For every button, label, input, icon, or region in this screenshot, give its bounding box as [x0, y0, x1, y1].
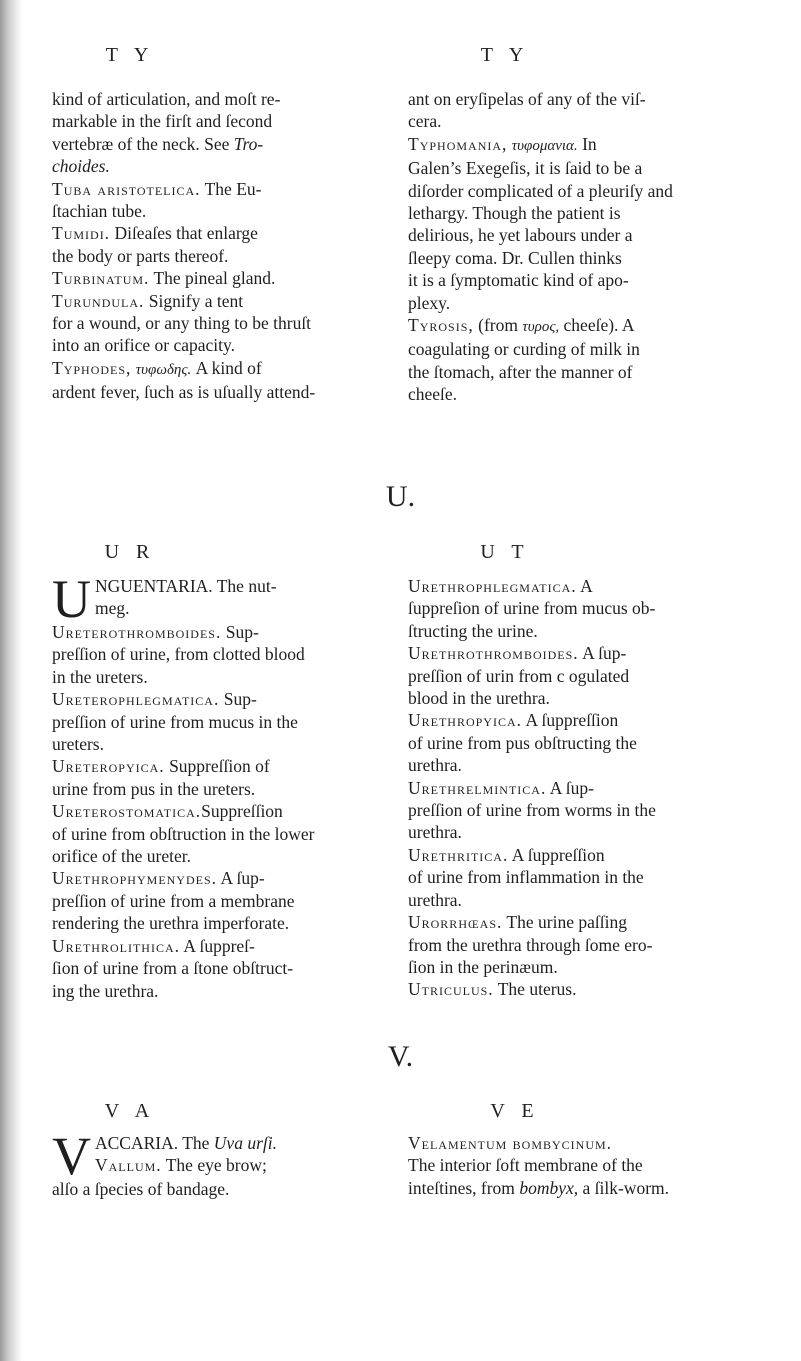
text-line: rendering the urethra imperforate. — [52, 913, 290, 934]
entry-headword: Utriculus. — [408, 979, 494, 1000]
text-line: preſſion of urine from a membrane — [52, 890, 295, 911]
text-line: preſſion of urine, from clotted blood — [52, 644, 305, 665]
running-head-right: T Y — [480, 44, 530, 66]
entry-urethrophymenydes — [52, 867, 382, 889]
right-column-top — [408, 88, 750, 406]
entry-headword: Tumidi. — [52, 223, 111, 244]
entry-typhomania — [408, 133, 750, 157]
text-line: ſleepy coma. Dr. Cullen thinks — [408, 247, 622, 268]
entry-headword: Typhodes, — [52, 357, 132, 378]
text-line: preſſion of urine from mucus in the — [52, 711, 298, 732]
entry-text: A ſuppreſſion — [508, 844, 605, 865]
drop-cap-v: V — [52, 1126, 91, 1186]
text-line: it is a ſymptomatic kind of apo- — [408, 270, 629, 291]
entry-headword: Ureterothromboides. — [52, 622, 222, 642]
section-letter-v: V. — [387, 1040, 414, 1073]
section-letter-u: U. — [385, 480, 416, 513]
text-line: ant on eryſipelas of any of the viſ- — [408, 89, 646, 109]
entry-headword: Turbinatum. — [52, 268, 150, 289]
text-line: urethra. — [408, 889, 462, 910]
text-line: lethargy. Though the patient is — [408, 203, 621, 224]
entry-text: A — [576, 576, 593, 596]
entry-ureterophlegmatica — [52, 688, 382, 710]
entry-italic: bombyx, — [519, 1177, 579, 1198]
entry-headword: ACCARIA. — [95, 1133, 179, 1153]
entry-text: cheeſe). A — [559, 315, 635, 336]
text-line: urethra. — [408, 755, 462, 776]
entry-typhodes — [52, 357, 382, 381]
entry-text: The uterus. — [493, 979, 577, 1000]
entry-urethropyica — [408, 709, 750, 731]
entry-utriculus — [408, 978, 750, 1000]
right-column-u — [408, 575, 750, 1001]
text-line: blood in the urethra. — [408, 688, 550, 709]
entry-vaccaria — [52, 1126, 382, 1186]
entry-tumidi — [52, 222, 382, 244]
text-line: ſuppreſion of urine from mucus ob- — [408, 598, 656, 619]
entry-italic: Uva urſi. — [213, 1133, 277, 1153]
entry-urethrophlegmatica — [408, 575, 750, 597]
text-line: diſorder complicated of a pleuriſy and — [408, 180, 673, 201]
entry-headword: Turundula. — [52, 290, 145, 311]
text-line: ſtachian tube. — [52, 201, 147, 222]
entry-headword: Urorrhœas. — [408, 912, 503, 933]
entry-text: Sup- — [219, 689, 257, 710]
text-line: Galen’s Exegeſis, it is ſaid to be a — [408, 158, 643, 179]
text-line: of urine from obſtruction in the lower — [52, 823, 315, 844]
entry-headword: NGUENTARIA. — [95, 576, 213, 596]
column-head-ve: V E — [490, 1100, 540, 1122]
cross-reference: choides. — [52, 156, 110, 177]
entry-text: Suppreſſion of — [164, 756, 270, 777]
greek-term: τυρος, — [522, 319, 560, 336]
column-head-ur: U R — [104, 541, 156, 563]
running-head-left: T Y — [105, 44, 155, 66]
binding-shadow — [0, 0, 22, 1361]
entry-unguentaria — [52, 569, 382, 629]
entry-turundula — [52, 290, 382, 312]
text-line: markable in the firſt and ſecond — [52, 111, 273, 132]
text-line: ardent fever, ſuch as is uſually attend- — [52, 382, 316, 403]
text-line — [408, 1177, 750, 1199]
entry-text: The urine paſſing — [502, 912, 627, 933]
entry-text: A kind of — [191, 357, 262, 378]
entry-text: A ſup- — [578, 643, 627, 664]
entry-headword: Ureteropyica. — [52, 756, 165, 777]
entry-tuba — [52, 178, 382, 200]
entry-urorrhoeas — [408, 911, 750, 933]
left-column-v — [52, 1126, 382, 1200]
entry-headword: Urethropyica. — [408, 710, 523, 731]
text-line: preſſion of urin from c ogulated — [408, 665, 630, 686]
entry-ureteropyica — [52, 755, 382, 777]
entry-urethrolithica — [52, 935, 382, 957]
entry-text: The eye brow; — [161, 1155, 267, 1176]
entry-headword: Tuba aristotelica. — [52, 178, 201, 199]
entry-text: The Eu- — [200, 178, 262, 199]
cross-reference: Tro- — [233, 133, 264, 154]
text-line: urine from pus in the ureters. — [52, 778, 256, 799]
entry-text: The pineal gland. — [149, 268, 276, 289]
entry-text: Suppreſſion — [201, 801, 283, 822]
entry-headword: Ureterostomatica. — [52, 801, 202, 822]
entry-headword: Urethrophlegmatica. — [408, 576, 577, 596]
entry-text: A ſup- — [217, 868, 265, 889]
entry-headword: Urethrophymenydes. — [52, 868, 218, 889]
text-line: ſion of urine from a ſtone obſtruct- — [52, 958, 294, 979]
entry-text: meg. — [95, 598, 130, 619]
entry-text: A ſup- — [546, 777, 594, 798]
entry-text: Sup- — [221, 622, 259, 642]
text-line: the body or parts thereof. — [52, 245, 229, 266]
text-line: cera. — [408, 111, 442, 132]
text-line: in the ureters. — [52, 666, 148, 687]
text-line: the ſtomach, after the manner of — [408, 361, 633, 382]
text-line: from the urethra through ſome ero- — [408, 934, 653, 955]
drop-cap-u: U — [52, 569, 91, 629]
text-span: a ſilk-worm. — [578, 1177, 670, 1198]
entry-velamentum — [408, 1132, 750, 1154]
entry-text: A ſuppreſ- — [180, 935, 255, 956]
entry-text: The nut- — [212, 576, 277, 596]
text-line: ureters. — [52, 734, 104, 755]
text-line: preſſion of urine from worms in the — [408, 800, 656, 821]
entry-turbinatum — [52, 267, 382, 289]
text-line: The interior ſoft membrane of the — [408, 1155, 643, 1176]
entry-headword: Urethritica. — [408, 844, 509, 865]
text-span: vertebræ of the neck. See — [52, 133, 234, 154]
text-line: kind of articulation, and moſt re- — [52, 89, 281, 109]
text-line: of urine from pus obſtructing the — [408, 732, 637, 753]
text-line: alſo a ſpecies of bandage. — [52, 1179, 230, 1199]
right-column-v — [408, 1132, 750, 1199]
text-line — [52, 133, 382, 155]
greek-term: τυφομανια. — [511, 137, 578, 154]
entry-headword: Typhomania, — [408, 133, 508, 154]
entry-headword: Urethrolithica. — [52, 935, 181, 956]
entry-text: (from — [473, 315, 523, 336]
column-head-ut: U T — [480, 541, 530, 563]
text-line: ing the urethra. — [52, 980, 159, 1001]
entry-headword: Urethrothromboides. — [408, 643, 579, 664]
column-head-va: V A — [104, 1100, 156, 1122]
text-line: plexy. — [408, 292, 451, 313]
entry-headword: Vallum. — [95, 1155, 162, 1176]
entry-headword: Ureterophlegmatica. — [52, 689, 220, 710]
text-line: coagulating or curding of milk in — [408, 339, 640, 360]
entry-text: A ſuppreſſion — [522, 710, 619, 731]
entry-headword: Tyrosis, — [408, 315, 474, 336]
text-line: ſion in the perinæum. — [408, 956, 558, 977]
text-line: for a wound, or any thing to be thruſt — [52, 313, 312, 334]
greek-term: τυφωδης. — [135, 361, 192, 378]
left-column-top — [52, 88, 382, 404]
entry-text: Signify a tent — [144, 290, 244, 311]
entry-ureterothromboides — [52, 621, 382, 643]
text-line: ſtructing the urine. — [408, 620, 538, 641]
entry-headword: Velamentum bombycinum. — [408, 1133, 613, 1153]
text-line: cheeſe. — [408, 384, 458, 405]
entry-urethrelmintica — [408, 777, 750, 799]
entry-urethrothromboides — [408, 642, 750, 664]
text-line: into an orifice or capacity. — [52, 335, 236, 356]
text-line: of urine from inflammation in the — [408, 867, 644, 888]
entry-ureterostomatica — [52, 800, 382, 822]
entry-tyrosis — [408, 314, 750, 338]
entry-text: In — [577, 133, 597, 154]
entry-text: Diſeaſes that enlarge — [110, 223, 258, 244]
text-line: delirious, he yet labours under a — [408, 225, 633, 246]
text-line: orifice of the ureter. — [52, 846, 191, 867]
text-line: urethra. — [408, 822, 462, 843]
left-column-u — [52, 569, 382, 1002]
entry-text: The — [178, 1133, 214, 1153]
entry-urethritica — [408, 844, 750, 866]
text-span: inteſtines, from — [408, 1177, 520, 1198]
entry-headword: Urethrelmintica. — [408, 777, 547, 798]
